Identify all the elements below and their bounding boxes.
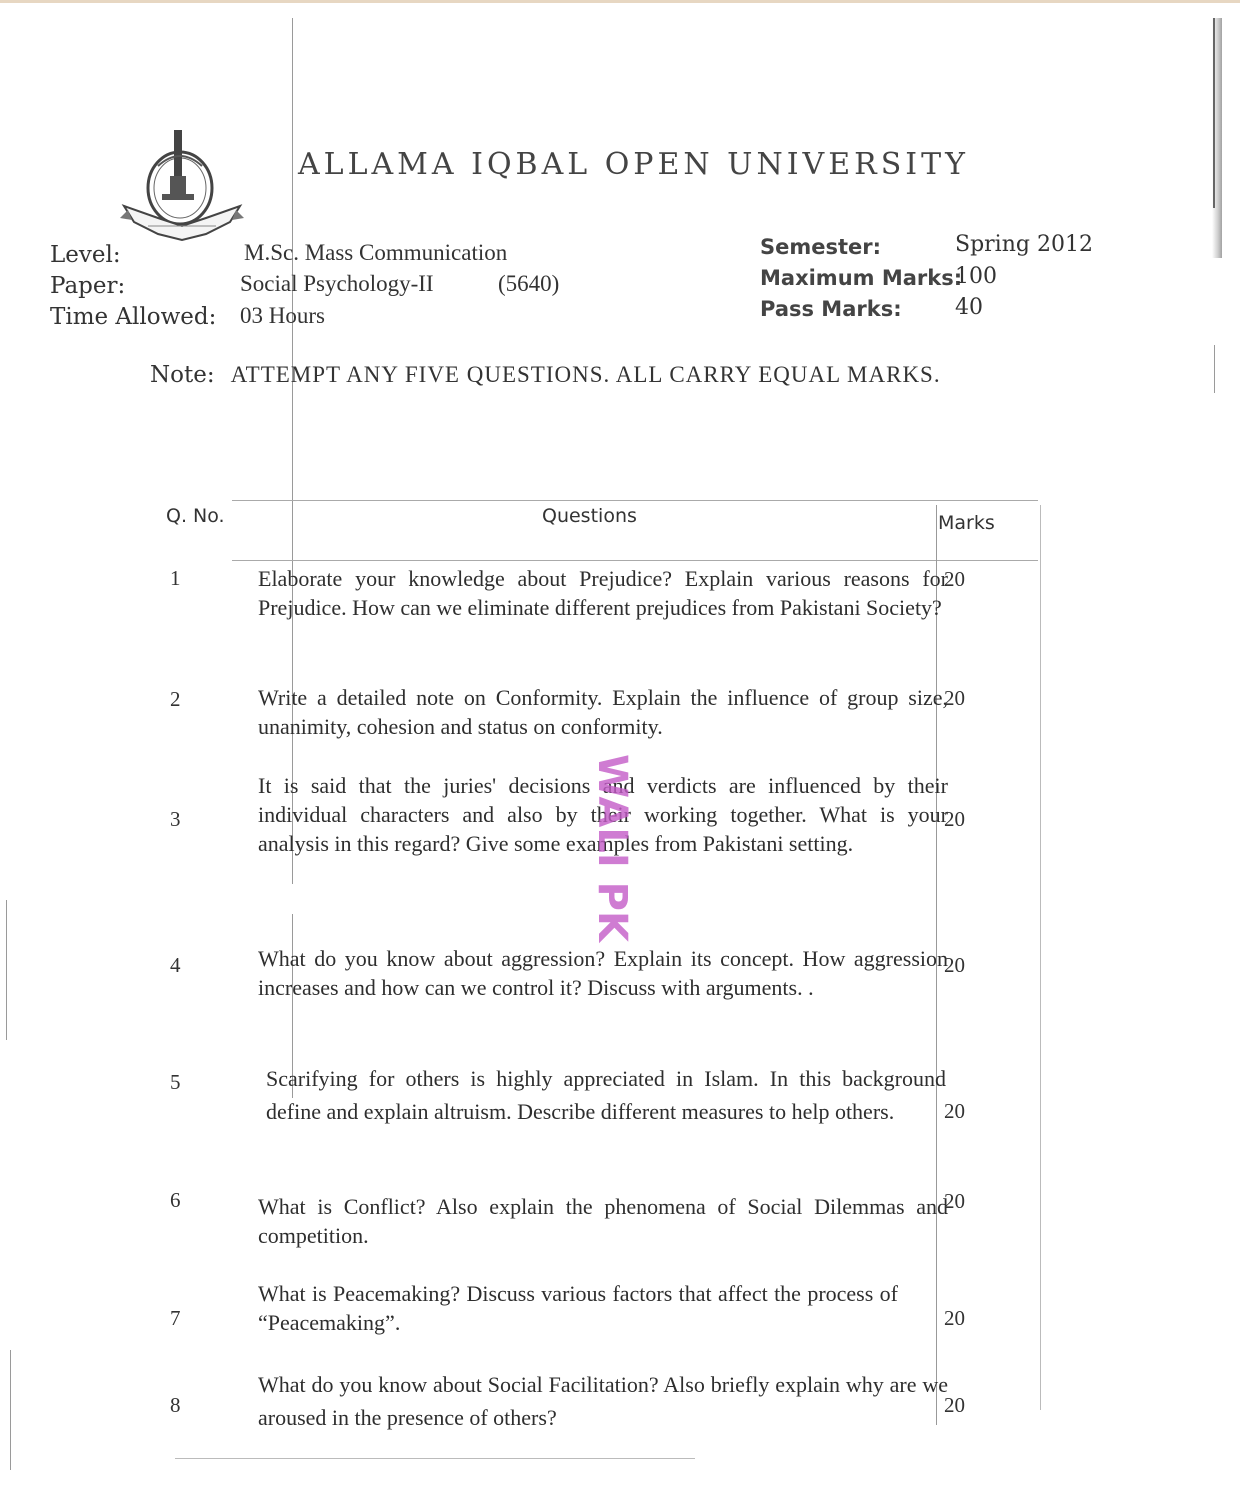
table-header-rule (232, 560, 1038, 561)
note-text: ATTEMPT ANY FIVE QUESTIONS. ALL CARRY EQUAL MARKS. (230, 362, 941, 387)
question-number: 8 (170, 1393, 181, 1417)
question-marks: 20 (944, 1099, 965, 1123)
university-title: ALLAMA IQBAL OPEN UNIVERSITY (298, 147, 969, 182)
column-header-questions: Questions (542, 505, 637, 527)
question-marks: 20 (944, 686, 965, 710)
university-seal-icon (118, 126, 246, 256)
question-number: 6 (170, 1188, 181, 1212)
pass-marks-value: 40 (955, 295, 983, 320)
paper-label: Paper: (50, 273, 126, 299)
scan-top-edge (0, 0, 1240, 3)
table-top-rule (232, 500, 1038, 501)
question-text: It is said that the juries' decisions and verdicts are influenced by their individual characters and also by their working together. What is your analysis in this regard? Give some examples from Pakistani setting. (258, 773, 948, 856)
column-header-marks: Marks (938, 512, 995, 534)
scan-vertical-line (292, 18, 293, 1098)
time-value: 03 Hours (240, 303, 325, 328)
time-label: Time Allowed: (50, 304, 217, 330)
max-marks-label: Maximum Marks: (760, 266, 963, 290)
note-label: Note: (150, 362, 215, 388)
question-text: What is Peacemaking? Discuss various factors that affect the process of “Peacemaking”. (258, 1281, 898, 1335)
table-right-border (1040, 505, 1041, 1410)
paper-value: Social Psychology-II (240, 271, 434, 296)
scan-vertical-line (10, 1350, 11, 1470)
max-marks-value: 100 (955, 264, 997, 289)
question-marks: 20 (944, 1189, 965, 1213)
paper-code: (5640) (498, 271, 560, 296)
column-header-qno: Q. No. (166, 505, 225, 527)
question-text: Scarifying for others is highly appreciated in Islam. In this background define and explain altruism. Describe different measures to help others. (266, 1066, 946, 1124)
scan-vertical-line (6, 900, 7, 1040)
question-number: 5 (170, 1070, 181, 1094)
question-number: 4 (170, 953, 181, 977)
level-label: Level: (50, 242, 121, 268)
scan-white-patch (554, 888, 658, 940)
semester-value: Spring 2012 (955, 232, 1093, 257)
question-text: What do you know about aggression? Explain its concept. How aggression increases and how can we control it? Discuss with arguments. . (258, 946, 948, 1000)
question-text: Elaborate your knowledge about Prejudice? Explain various reasons for Prejudice. How can we eliminate different prejudices from Pakistani Society? (258, 566, 948, 620)
question-marks: 20 (944, 567, 965, 591)
question-marks: 20 (944, 807, 965, 831)
question-number: 3 (170, 807, 181, 831)
scan-white-patch (218, 884, 338, 914)
question-text: What do you know about Social Facilitation? Also briefly explain why are we aroused in the presence of others? (258, 1372, 948, 1430)
pass-marks-label: Pass Marks: (760, 297, 902, 321)
scan-vertical-line (1213, 18, 1215, 208)
semester-label: Semester: (760, 235, 882, 259)
question-number: 1 (170, 566, 181, 590)
question-marks: 20 (944, 953, 965, 977)
instructions-note (150, 362, 941, 388)
question-marks: 20 (944, 1306, 965, 1330)
table-bottom-rule (175, 1458, 695, 1459)
question-number: 2 (170, 687, 181, 711)
watermark-text: WALI PK (589, 754, 636, 942)
level-value: M.Sc. Mass Communication (244, 240, 508, 265)
question-number: 7 (170, 1306, 181, 1330)
question-text: What is Conflict? Also explain the phenomena of Social Dilemmas and competition. (258, 1194, 948, 1248)
question-text: Write a detailed note on Conformity. Explain the influence of group size, unanimity, cohesion and status on conformity. (258, 685, 948, 739)
question-marks: 20 (944, 1393, 965, 1417)
scan-vertical-line (1214, 345, 1215, 393)
